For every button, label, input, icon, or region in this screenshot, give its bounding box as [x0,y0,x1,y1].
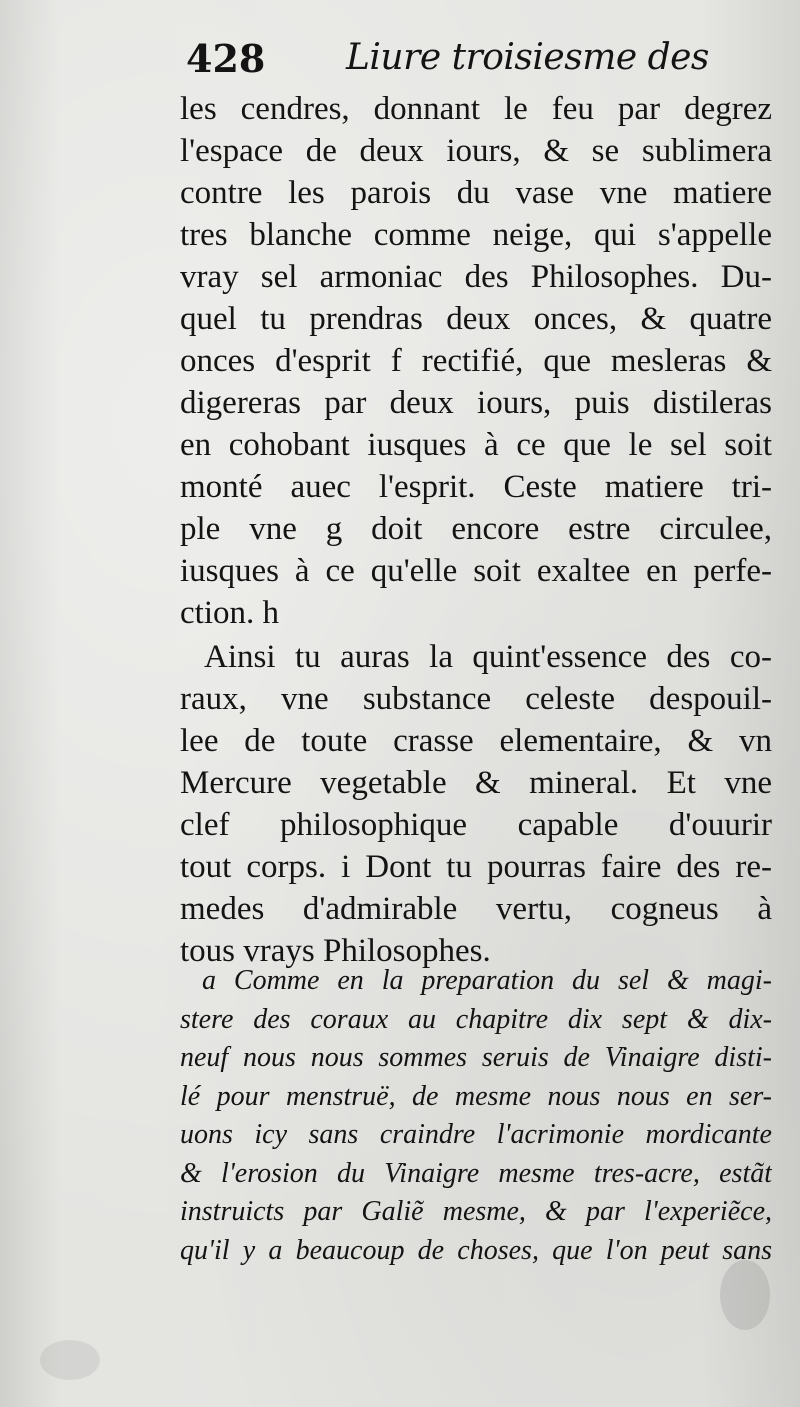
note-line: instruicts par Galiẽ mesme, & par l'experiẽce, [180,1196,772,1227]
paper-stain [40,1340,100,1380]
text-line: raux, vne substance celeste despouil- [180,681,772,717]
note-line: neuf nous nous sommes seruis de Vinaigre disti- [180,1042,772,1073]
page-header [178,36,778,94]
text-line: vray sel armoniac des Philosophes. Du- [180,259,772,295]
note-line: & l'erosion du Vinaigre mesme tres-acre, estãt [180,1157,772,1189]
text-line: lee de toute crasse elementaire, & vn [180,723,772,759]
text-line: digereras par deux iours, puis distileras [180,385,772,421]
text-line: l'espace de deux iours, & se sublimera [180,133,772,169]
note-line: lé pour menstruë, de mesme nous nous en ser- [180,1080,772,1112]
text-line: onces d'esprit f rectifié, que mesleras & [180,343,772,379]
text-line: tout corps. i Dont tu pourras faire des re- [180,849,772,885]
text-line: iusques à ce qu'elle soit exaltee en perfe- [180,553,772,589]
note-line: qu'il y a beaucoup de choses, que l'on peut sans [180,1234,772,1266]
page-number: 428 [186,36,266,81]
text-line: tres blanche comme neige, qui s'appelle [180,217,772,253]
text-line: Ainsi tu auras la quint'essence des co- [204,639,772,675]
text-line: quel tu prendras deux onces, & quatre [180,301,772,337]
text-line: clef philosophique capable d'ouurir [180,807,772,843]
main-text [180,88,772,972]
text-line: ction. h [180,595,279,631]
note-line: a Comme en la preparation du sel & magi- [202,965,772,996]
text-line: monté auec l'esprit. Ceste matiere tri- [180,469,772,505]
note-line: stere des coraux au chapitre dix sept & dix- [180,1003,772,1035]
text-line: ple vne g doit encore estre circulee, [180,511,772,547]
running-head: Liure troisiesme des [346,37,709,78]
text-line: tous vrays Philosophes. [180,933,491,969]
paper-stain [720,1260,770,1330]
text-line: les cendres, donnant le feu par degrez [180,91,772,127]
text-line: medes d'admirable vertu, cogneus à [180,891,772,927]
text-line: Mercure vegetable & mineral. Et vne [180,765,772,801]
text-line: en cohobant iusques à ce que le sel soit [180,427,772,463]
text-line: contre les parois du vase vne matiere [180,175,772,211]
note-line: uons icy sans craindre l'acrimonie mordicante [180,1119,772,1150]
footnote-block [180,962,772,1270]
